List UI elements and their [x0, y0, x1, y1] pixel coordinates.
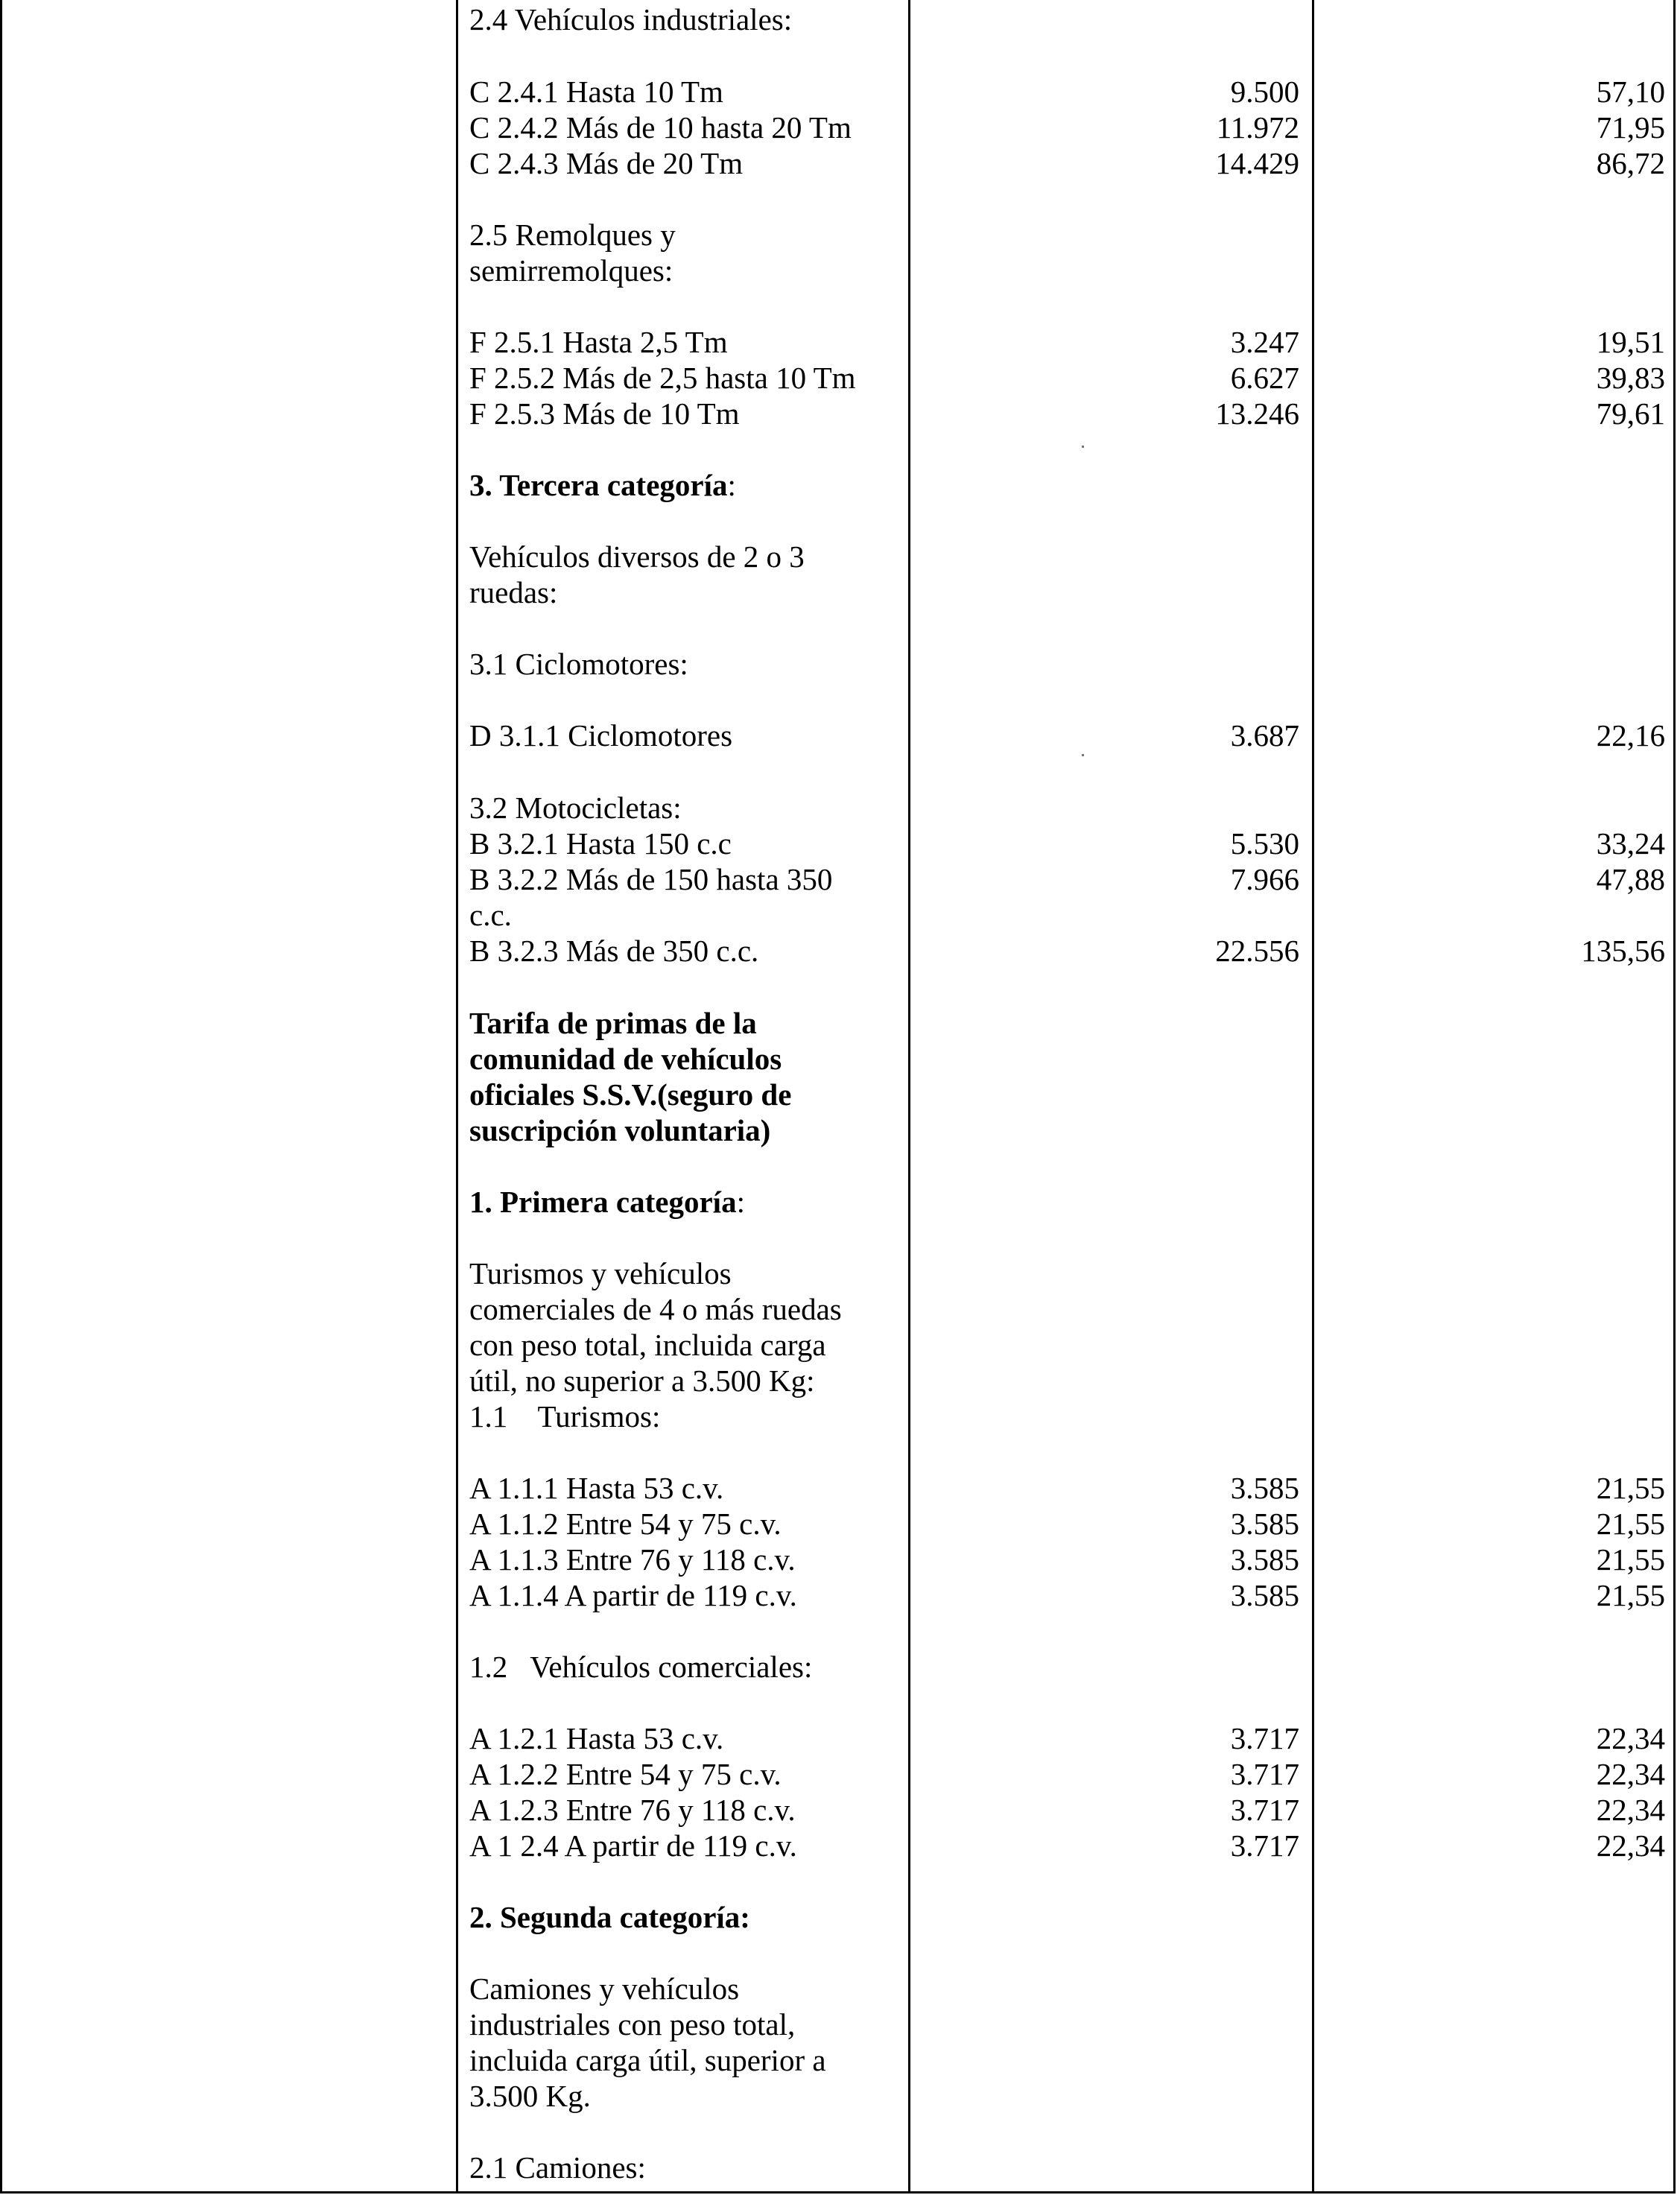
table-row [0, 574, 1680, 610]
row-pesetas-value: 6.627 [1230, 361, 1299, 395]
table-row [0, 145, 1680, 181]
row-description: B 3.2.2 Más de 150 hasta 350 [469, 862, 833, 896]
row-description: 1. Primera categoría: [469, 1185, 745, 1219]
row-description: 3.1 Ciclomotores: [469, 647, 688, 681]
row-description: F 2.5.3 Más de 10 Tm [469, 396, 740, 431]
table-row [0, 1041, 1680, 1077]
row-pesetas-value: 11.972 [1216, 110, 1299, 145]
table-row [0, 861, 1680, 897]
table-bottom-border [0, 2191, 1676, 2194]
row-euros-value: 47,88 [1596, 862, 1665, 896]
table-row [0, 1327, 1680, 1363]
table-row [0, 396, 1680, 431]
row-description: Tarifa de primas de la [469, 1006, 757, 1040]
table-row [0, 1792, 1680, 1828]
table-row [0, 253, 1680, 288]
table-row [0, 1542, 1680, 1577]
table-row [0, 1470, 1680, 1506]
table-row [0, 1577, 1680, 1613]
row-description: A 1.1.4 A partir de 119 c.v. [469, 1578, 797, 1612]
row-pesetas-value: 3.247 [1230, 325, 1299, 359]
row-euros-value: 22,34 [1596, 1828, 1665, 1863]
table-row [0, 539, 1680, 574]
row-description: D 3.1.1 Ciclomotores [469, 718, 733, 753]
row-description: C 2.4.3 Más de 20 Tm [469, 146, 744, 180]
row-description: útil, no superior a 3.500 Kg: [469, 1363, 815, 1398]
row-description: 2.4 Vehículos industriales: [469, 2, 793, 37]
table-row [0, 1291, 1680, 1327]
row-pesetas-value: 3.585 [1230, 1471, 1299, 1505]
row-description: Vehículos diversos de 2 o 3 [469, 539, 805, 574]
row-pesetas-value: 9.500 [1230, 75, 1299, 109]
table-row [0, 1899, 1680, 1935]
table-row [0, 1255, 1680, 1291]
row-euros-value: 79,61 [1596, 396, 1665, 431]
row-description: A 1.2.1 Hasta 53 c.v. [469, 1721, 724, 1755]
row-description: A 1.1.3 Entre 76 y 118 c.v. [469, 1542, 796, 1577]
table-row [0, 718, 1680, 753]
row-euros-value: 21,55 [1596, 1471, 1665, 1505]
row-euros-value: 21,55 [1596, 1507, 1665, 1541]
row-description: con peso total, incluida carga [469, 1328, 826, 1362]
row-description: 2.5 Remolques y [469, 218, 676, 252]
table-row [0, 1, 1680, 37]
row-description: 1.1 Turismos: [469, 1399, 661, 1434]
row-pesetas-value: 3.585 [1230, 1542, 1299, 1577]
row-description: ruedas: [469, 575, 558, 609]
row-description: A 1.2.2 Entre 54 y 75 c.v. [469, 1757, 782, 1791]
scan-speck [1082, 446, 1084, 448]
row-euros-value: 19,51 [1596, 325, 1665, 359]
row-pesetas-value: 3.717 [1230, 1757, 1299, 1791]
table-row [0, 1506, 1680, 1542]
row-description-suffix: : [736, 1185, 745, 1219]
row-description: 3.500 Kg. [469, 2079, 591, 2113]
table-row [0, 2078, 1680, 2114]
table-row [0, 1971, 1680, 2006]
row-description: suscripción voluntaria) [469, 1113, 771, 1147]
row-description: F 2.5.1 Hasta 2,5 Tm [469, 325, 728, 359]
table-row [0, 1828, 1680, 1863]
table-row [0, 897, 1680, 933]
table-row [0, 2006, 1680, 2042]
row-description: incluida carga útil, superior a [469, 2043, 826, 2077]
table-row [0, 1399, 1680, 1434]
row-description: comerciales de 4 o más ruedas [469, 1292, 842, 1326]
table-row [0, 933, 1680, 969]
row-description: F 2.5.2 Más de 2,5 hasta 10 Tm [469, 361, 856, 395]
row-description: oficiales S.S.V.(seguro de [469, 1077, 792, 1112]
row-euros-value: 57,10 [1596, 75, 1665, 109]
table-row [0, 217, 1680, 253]
row-description: A 1.2.3 Entre 76 y 118 c.v. [469, 1793, 796, 1827]
row-description: B 3.2.1 Hasta 150 c.c [469, 826, 732, 861]
row-pesetas-value: 3.717 [1230, 1721, 1299, 1755]
row-description: C 2.4.1 Hasta 10 Tm [469, 75, 723, 109]
row-description: Turismos y vehículos [469, 1256, 732, 1290]
row-pesetas-value: 3.585 [1230, 1507, 1299, 1541]
row-euros-value: 21,55 [1596, 1578, 1665, 1612]
row-description: 2. Segunda categoría: [469, 1900, 750, 1934]
row-pesetas-value: 7.966 [1230, 862, 1299, 896]
row-description: C 2.4.2 Más de 10 hasta 20 Tm [469, 110, 852, 145]
table-row [0, 1720, 1680, 1756]
table-row [0, 2042, 1680, 2078]
row-description: semirremolques: [469, 253, 673, 288]
table-row [0, 1184, 1680, 1220]
row-description: 2.1 Camiones: [469, 2150, 646, 2185]
table-row [0, 1649, 1680, 1685]
row-pesetas-value: 5.530 [1230, 826, 1299, 861]
row-euros-value: 33,24 [1596, 826, 1665, 861]
table-row [0, 646, 1680, 682]
row-description: Camiones y vehículos [469, 1971, 740, 2006]
row-description: B 3.2.3 Más de 350 c.c. [469, 934, 759, 968]
row-description-suffix: : [727, 468, 736, 502]
table-row [0, 360, 1680, 396]
row-description: c.c. [469, 898, 512, 932]
table-row [0, 1112, 1680, 1148]
row-euros-value: 39,83 [1596, 361, 1665, 395]
row-description: 1.2 Vehículos comerciales: [469, 1650, 813, 1684]
table-row [0, 826, 1680, 861]
row-euros-value: 22,16 [1596, 718, 1665, 753]
table-row [0, 324, 1680, 360]
row-euros-value: 135,56 [1581, 934, 1665, 968]
row-pesetas-value: 3.585 [1230, 1578, 1299, 1612]
row-description: 3. Tercera categoría: [469, 468, 736, 502]
row-description: comunidad de vehículos [469, 1042, 782, 1076]
table-row [0, 1756, 1680, 1792]
row-description: A 1.1.1 Hasta 53 c.v. [469, 1471, 724, 1505]
table-row [0, 1077, 1680, 1112]
table-row [0, 2150, 1680, 2185]
row-pesetas-value: 3.717 [1230, 1828, 1299, 1863]
table-row [0, 1005, 1680, 1041]
row-pesetas-value: 13.246 [1215, 396, 1299, 431]
row-euros-value: 71,95 [1596, 110, 1665, 145]
row-pesetas-value: 3.717 [1230, 1793, 1299, 1827]
scan-speck [1082, 754, 1084, 756]
row-euros-value: 22,34 [1596, 1757, 1665, 1791]
row-pesetas-value: 14.429 [1215, 146, 1299, 180]
row-pesetas-value: 22.556 [1215, 934, 1299, 968]
row-description: 3.2 Motocicletas: [469, 791, 682, 825]
table-row [0, 1363, 1680, 1399]
table-row [0, 790, 1680, 826]
row-euros-value: 22,34 [1596, 1721, 1665, 1755]
row-description: industriales con peso total, [469, 2007, 796, 2042]
table-row [0, 74, 1680, 110]
row-euros-value: 21,55 [1596, 1542, 1665, 1577]
row-description: A 1 2.4 A partir de 119 c.v. [469, 1828, 797, 1863]
row-description: A 1.1.2 Entre 54 y 75 c.v. [469, 1507, 782, 1541]
table-row [0, 110, 1680, 145]
table-row [0, 467, 1680, 503]
row-euros-value: 86,72 [1596, 146, 1665, 180]
row-euros-value: 22,34 [1596, 1793, 1665, 1827]
row-pesetas-value: 3.687 [1230, 718, 1299, 753]
